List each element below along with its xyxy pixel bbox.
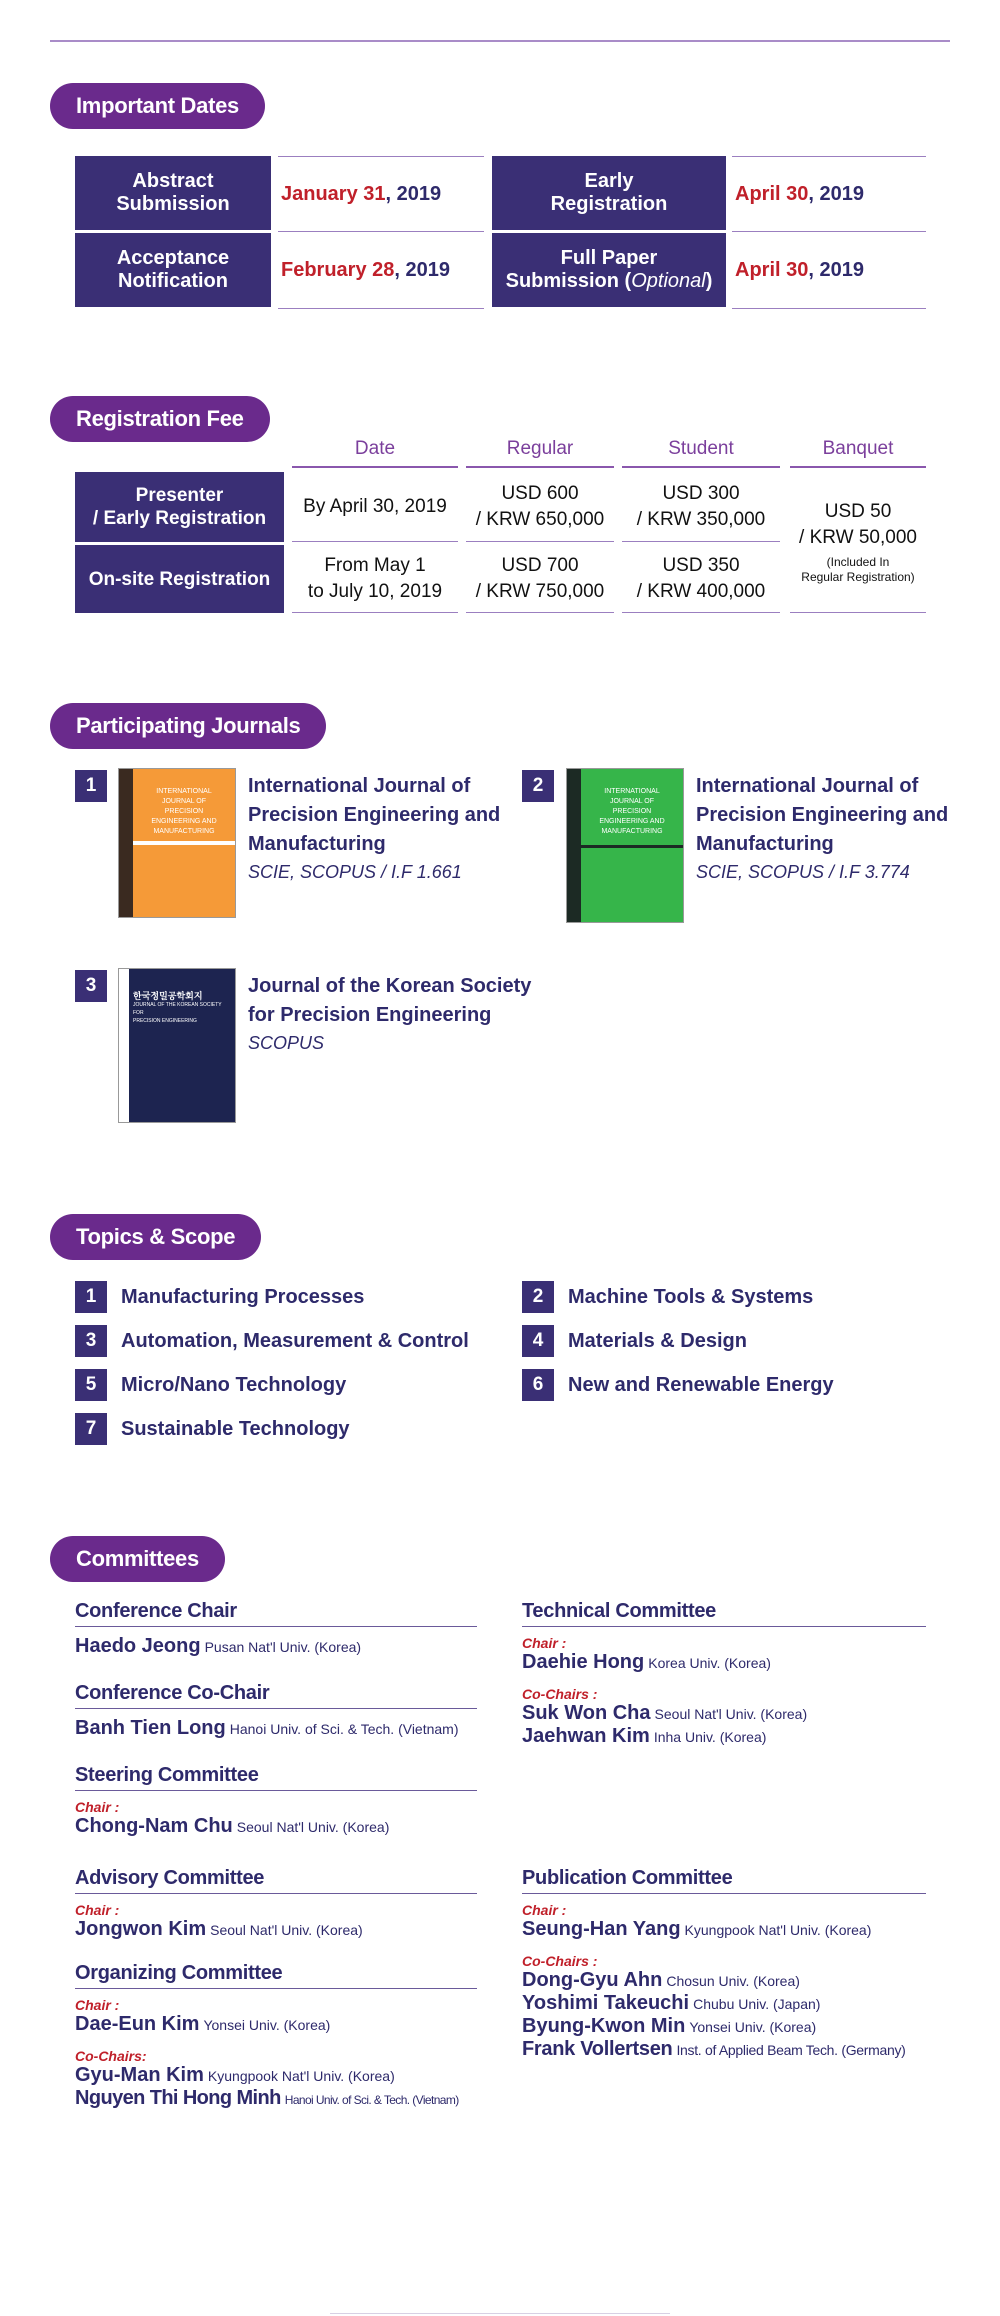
journal-cover-3 [118, 968, 236, 1123]
person-name: Jaehwan Kim [522, 1725, 650, 1747]
topic-number: 5 [75, 1369, 107, 1401]
journal-title: International Journal of [248, 775, 471, 797]
date-year: , 2019 [385, 182, 442, 205]
date-value-abstract [278, 156, 484, 232]
fee-line: USD 350 [662, 554, 740, 576]
person-name: Dong-Gyu Ahn [522, 1969, 663, 1991]
person-affiliation: Pusan Nat'l Univ. (Korea) [204, 1639, 362, 1655]
role-label: Chair : [75, 1799, 120, 1815]
committee-conference-chair [75, 1600, 477, 1658]
journal-index: SCOPUS [248, 1033, 325, 1053]
person-affiliation: Chubu Univ. (Japan) [693, 1996, 821, 2012]
journal-title: for Precision Engineering [248, 1004, 492, 1026]
journal-number: 2 [522, 770, 554, 802]
fee-line: USD 50 [824, 501, 892, 522]
committee-advisory [75, 1867, 477, 1941]
cover-text: JOURNAL OF [609, 798, 655, 805]
label-line: Submission [116, 193, 230, 215]
topic-number: 7 [75, 1413, 107, 1445]
committee-title: Advisory Committee [75, 1867, 477, 1894]
journal-entry-1 [248, 772, 508, 885]
person-affiliation: Seoul Nat'l Univ. (Korea) [236, 1819, 390, 1835]
role-label: Chair : [522, 1902, 567, 1918]
person-name: Byung-Kwon Min [522, 2015, 686, 2037]
fee-line: / KRW 400,000 [636, 580, 766, 602]
role-label: Co-Chairs : [522, 1953, 598, 1969]
cover-text: ENGINEERING AND [151, 818, 217, 825]
label-line: Notification [118, 270, 228, 292]
date-label-acceptance [75, 233, 271, 307]
person-name: Banh Tien Long [75, 1717, 226, 1739]
cover-text: JOURNAL OF THE KOREAN SOCIETY FOR [133, 1002, 222, 1016]
person-name: Suk Won Cha [522, 1702, 651, 1724]
journal-title: Journal of the Korean Society [248, 975, 532, 997]
cover-text: MANUFACTURING [153, 828, 215, 835]
label-line: / Early Registration [92, 508, 267, 529]
topic-label: Materials & Design [568, 1330, 747, 1352]
section-pill-important-dates: Important Dates [50, 83, 265, 129]
journal-index: SCIE, SCOPUS / I.F 3.774 [696, 862, 910, 882]
committee-title: Steering Committee [75, 1764, 477, 1791]
section-pill-journals: Participating Journals [50, 703, 326, 749]
date-value-early-registration [732, 156, 926, 232]
fee-line: to July 10, 2019 [307, 580, 443, 602]
topic-number: 2 [522, 1281, 554, 1313]
person-affiliation: Hanoi Univ. of Sci. & Tech. (Vietnam) [229, 1721, 459, 1737]
fee-student-presenter [622, 472, 780, 542]
label-line: On-site Registration [88, 568, 271, 590]
fee-regular-onsite [466, 545, 614, 613]
top-divider [50, 40, 950, 42]
label-line: Abstract [132, 170, 214, 192]
journal-entry-3 [248, 972, 548, 1056]
person-name: Daehie Hong [522, 1651, 645, 1673]
topic-label: Micro/Nano Technology [121, 1374, 347, 1396]
person-name: Dae-Eun Kim [75, 2013, 200, 2035]
topic-label: New and Renewable Energy [568, 1374, 834, 1396]
person-affiliation: Yonsei Univ. (Korea) [689, 2019, 817, 2035]
topic-label: Automation, Measurement & Control [121, 1330, 469, 1352]
label-line: Acceptance [116, 247, 230, 269]
committee-steering [75, 1764, 477, 1838]
date-highlight: April 30 [735, 182, 809, 205]
person-affiliation: Yonsei Univ. (Korea) [203, 2017, 331, 2033]
journal-number: 3 [75, 970, 107, 1002]
topic-label: Machine Tools & Systems [568, 1286, 814, 1308]
bottom-divider [330, 2313, 670, 2314]
label-line: Registration [550, 193, 668, 215]
topic-number: 6 [522, 1369, 554, 1401]
person-name: Chong-Nam Chu [75, 1815, 233, 1837]
date-year: , 2019 [808, 259, 864, 281]
person-affiliation: Seoul Nat'l Univ. (Korea) [210, 1922, 363, 1938]
banquet-note: (Included In [826, 555, 890, 569]
person-name: Nguyen Thi Hong Minh [75, 2087, 281, 2109]
role-label: Co-Chairs : [522, 1686, 598, 1702]
role-label: Chair : [75, 1902, 120, 1918]
fee-date-onsite [292, 545, 458, 613]
topic-label: Sustainable Technology [121, 1418, 350, 1440]
fee-header-regular: Regular [466, 438, 614, 468]
role-label: Chair : [75, 1997, 120, 2013]
person-name: Yoshimi Takeuchi [522, 1992, 690, 2014]
date-label-abstract [75, 156, 271, 230]
fee-line: From May 1 [324, 554, 426, 576]
journal-title: Manufacturing [696, 833, 834, 855]
fee-line: / KRW 650,000 [475, 508, 605, 530]
person-affiliation: Kyungpook Nat'l Univ. (Korea) [684, 1922, 872, 1938]
committee-title: Organizing Committee [75, 1962, 477, 1989]
fee-line: USD 600 [501, 482, 579, 504]
fee-student-onsite [622, 545, 780, 613]
committee-technical [522, 1600, 926, 1748]
fee-label-onsite [75, 545, 284, 613]
cover-text: PRECISION [612, 808, 652, 815]
fee-header-banquet: Banquet [790, 438, 926, 468]
fee-line: USD 700 [501, 554, 579, 576]
label-line: Submission ( [505, 270, 632, 292]
fee-line: / KRW 750,000 [475, 580, 605, 602]
topic-number: 4 [522, 1325, 554, 1357]
cover-text: PRECISION ENGINEERING [133, 1018, 197, 1024]
fee-banquet [790, 472, 926, 613]
cover-text: PRECISION [164, 808, 204, 815]
journal-title: International Journal of [696, 775, 919, 797]
topic-item [522, 1281, 813, 1313]
person-affiliation: Chosun Univ. (Korea) [666, 1973, 800, 1989]
topic-item [522, 1325, 747, 1357]
banquet-note: Regular Registration) [801, 570, 915, 584]
fee-date-presenter [292, 472, 458, 542]
journal-index: SCIE, SCOPUS / I.F 1.661 [248, 862, 462, 882]
cover-text: 한국정밀공학회지 [133, 991, 203, 1001]
label-line: Early [584, 170, 634, 192]
optional-italic: Optional [631, 270, 706, 292]
person-affiliation: Inha Univ. (Korea) [653, 1729, 767, 1745]
topic-item [75, 1369, 346, 1401]
cover-text: ENGINEERING AND [599, 818, 665, 825]
person-name: Gyu-Man Kim [75, 2064, 204, 2086]
section-pill-committees: Committees [50, 1536, 225, 1582]
role-label: Co-Chairs: [75, 2048, 147, 2064]
fee-label-presenter [75, 472, 284, 542]
journal-title: Precision Engineering and [248, 804, 501, 826]
date-label-full-paper [492, 233, 726, 307]
committee-conference-cochair [75, 1682, 477, 1740]
person-name: Jongwon Kim [75, 1918, 207, 1940]
cover-text: INTERNATIONAL [156, 788, 212, 795]
date-value-acceptance [278, 233, 484, 309]
person-affiliation: Seoul Nat'l Univ. (Korea) [654, 1706, 808, 1722]
journal-entry-2 [696, 772, 956, 885]
cover-text: MANUFACTURING [601, 828, 663, 835]
committee-organizing [75, 1962, 477, 2110]
section-pill-registration-fee: Registration Fee [50, 396, 270, 442]
cover-text: JOURNAL OF [161, 798, 207, 805]
person-name: Frank Vollertsen [522, 2038, 673, 2060]
journal-title: Manufacturing [248, 833, 386, 855]
person-affiliation: Kyungpook Nat'l Univ. (Korea) [207, 2068, 395, 2084]
journal-title: Precision Engineering and [696, 804, 949, 826]
date-year: , 2019 [394, 259, 450, 281]
committee-publication [522, 1867, 926, 2061]
topic-item [522, 1369, 834, 1401]
fee-line: USD 300 [662, 482, 740, 504]
date-highlight: April 30 [735, 259, 809, 281]
topic-item [75, 1413, 350, 1445]
label-line: ) [705, 270, 713, 292]
person-name: Haedo Jeong [75, 1635, 201, 1657]
person-name: Seung-Han Yang [522, 1918, 681, 1940]
label-line: Presenter [135, 485, 224, 506]
date-year: , 2019 [808, 182, 864, 205]
fee-header-student: Student [622, 438, 780, 468]
cover-text: INTERNATIONAL [604, 788, 660, 795]
person-affiliation: Korea Univ. (Korea) [648, 1655, 771, 1671]
journal-number: 1 [75, 770, 107, 802]
committee-title: Conference Chair [75, 1600, 477, 1627]
committee-title: Technical Committee [522, 1600, 926, 1627]
topic-number: 3 [75, 1325, 107, 1357]
committee-title: Conference Co-Chair [75, 1682, 477, 1709]
date-highlight: February 28 [281, 259, 395, 281]
fee-line: / KRW 350,000 [636, 508, 766, 530]
journal-cover-2 [566, 768, 684, 923]
topic-label: Manufacturing Processes [121, 1286, 365, 1308]
person-affiliation: Inst. of Applied Beam Tech. (Germany) [676, 2042, 906, 2058]
fee-line: By April 30, 2019 [303, 495, 447, 517]
fee-regular-presenter [466, 472, 614, 542]
topic-item [75, 1281, 364, 1313]
date-highlight: January 31 [281, 182, 386, 205]
topic-number: 1 [75, 1281, 107, 1313]
person-affiliation: Hanoi Univ. of Sci. & Tech. (Vietnam) [284, 2093, 459, 2107]
topic-item [75, 1325, 469, 1357]
label-line: Full Paper [560, 247, 658, 269]
fee-line: / KRW 50,000 [799, 527, 917, 548]
section-pill-topics: Topics & Scope [50, 1214, 261, 1260]
journal-cover-1 [118, 768, 236, 918]
date-label-early-registration [492, 156, 726, 230]
date-value-full-paper [732, 233, 926, 309]
role-label: Chair : [522, 1635, 567, 1651]
fee-header-date: Date [292, 438, 458, 468]
committee-title: Publication Committee [522, 1867, 926, 1894]
